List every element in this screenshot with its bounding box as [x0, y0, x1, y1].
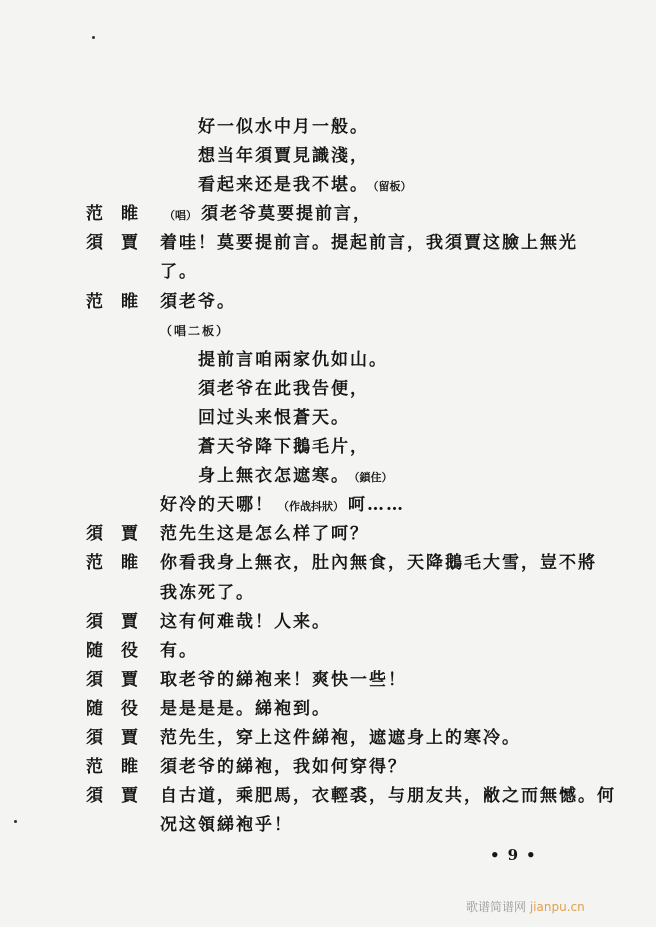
speaker-name-2: 役	[121, 698, 138, 719]
scan-speck	[14, 820, 17, 823]
line-text-wrap	[160, 200, 372, 230]
speaker-name-1: 范	[86, 291, 103, 312]
line-text: （唱二板）	[160, 323, 231, 338]
speaker-name-2: 賈	[121, 727, 138, 748]
line-text-wrap	[160, 491, 405, 521]
line-text: 想当年須賈見識淺，	[198, 146, 369, 167]
line-text: 着哇！莫要提前言。提起前言，我須賈这臉上無光	[160, 233, 578, 254]
line-text: 你看我身上無衣，肚內無食，天降鵝毛大雪，豈不將	[160, 553, 597, 574]
line-text: 有。	[160, 640, 198, 661]
line-text-tail: 呵……	[348, 495, 405, 516]
dialogue-line	[0, 782, 656, 811]
line-text: 取老爷的綈袍来！爽快一些！	[160, 669, 407, 690]
speaker-name-1: 范	[86, 553, 103, 574]
verse-line	[0, 462, 656, 491]
speaker-name-1: 随	[86, 640, 103, 661]
line-text: 范先生这是怎么样了呵？	[160, 524, 369, 545]
line-text: 須老爷。	[160, 291, 236, 312]
verse-line	[0, 113, 656, 142]
line-text-wrap	[198, 375, 369, 404]
line-text-wrap	[160, 288, 236, 317]
line-text-wrap	[160, 317, 230, 346]
speaker-name-1: 須	[86, 727, 103, 748]
dialogue-line	[0, 666, 656, 695]
line-text-wrap	[160, 666, 407, 695]
stage-direction: （留板）	[373, 180, 412, 194]
line-text: 况这領綈袍乎！	[160, 815, 293, 836]
speaker-name-1: 須	[86, 233, 103, 254]
line-text: 提前言咱兩家仇如山。	[198, 349, 388, 370]
line-text-wrap	[160, 753, 407, 782]
speaker-name-2: 賈	[121, 233, 138, 254]
line-text: 回过头来恨蒼天。	[198, 407, 350, 428]
line-text: 我冻死了。	[160, 582, 255, 603]
script-body	[0, 113, 656, 840]
speaker-name-1: 范	[86, 757, 103, 778]
line-text-wrap	[198, 171, 416, 201]
line-text-wrap	[198, 462, 397, 492]
verse-line	[0, 142, 656, 171]
dialogue-line	[0, 549, 656, 578]
stage-direction: （作战抖狀）	[278, 500, 344, 514]
speaker-name-1: 須	[86, 669, 103, 690]
line-text-wrap	[160, 579, 255, 608]
line-text-wrap	[160, 811, 293, 840]
line-text: 身上無衣怎遮寒。	[198, 466, 350, 487]
speaker-name-1: 須	[86, 524, 103, 545]
cont-line	[0, 579, 656, 608]
line-text-wrap	[160, 229, 578, 258]
speaker-name-2: 役	[121, 640, 138, 661]
speaker-name-2: 賈	[121, 524, 138, 545]
line-text: 范先生，穿上这件綈袍，遮遮身上的寒冷。	[160, 727, 521, 748]
line-text: 这有何难哉！人来。	[160, 611, 331, 632]
line-text: 自古道，乘肥馬，衣輕裘，与朋友共，敝之而無憾。何	[160, 786, 616, 807]
dialogue-line	[0, 724, 656, 753]
dialogue-line	[0, 288, 656, 317]
stage-direction: （鎖住）	[354, 471, 393, 485]
scan-speck	[92, 36, 95, 39]
dialogue-line	[0, 695, 656, 724]
line-text: 蒼天爷降下鵝毛片，	[198, 437, 369, 458]
cue-line	[0, 317, 656, 346]
cont-line	[0, 491, 656, 520]
line-text-wrap	[198, 113, 369, 142]
line-text-wrap	[198, 433, 369, 462]
dialogue-line	[0, 608, 656, 637]
watermark-en: jianpu.cn	[529, 900, 585, 914]
speaker-name-2: 賈	[121, 611, 138, 632]
verse-line	[0, 346, 656, 375]
watermark-cn: 歌谱简谱网	[466, 900, 527, 914]
line-text-wrap	[160, 608, 331, 637]
speaker-name-1: 范	[86, 204, 103, 225]
line-text: 須老爷莫要提前言，	[201, 204, 372, 225]
watermark	[466, 898, 585, 915]
speaker-name-2: 睢	[121, 757, 138, 778]
line-text: 是是是是。綈袍到。	[160, 698, 331, 719]
speaker-name-1: 随	[86, 698, 103, 719]
line-text-wrap	[198, 404, 350, 433]
cont-line	[0, 258, 656, 287]
line-text-wrap	[160, 695, 331, 724]
verse-line	[0, 433, 656, 462]
speaker-name-2: 睢	[121, 204, 138, 225]
speaker-name-2: 賈	[121, 669, 138, 690]
line-text-wrap	[160, 258, 198, 287]
line-text: 好冷的天哪！	[160, 495, 274, 516]
verse-line	[0, 375, 656, 404]
speaker-name-2: 賈	[121, 786, 138, 807]
line-text-wrap	[160, 724, 521, 753]
dialogue-line	[0, 753, 656, 782]
line-text-wrap	[198, 346, 388, 375]
line-text: 看起来还是我不堪。	[198, 175, 369, 196]
line-text: 須老爷在此我告便，	[198, 378, 369, 399]
speaker-name-1: 須	[86, 611, 103, 632]
line-text-wrap	[160, 520, 369, 549]
cont-line	[0, 811, 656, 840]
verse-line	[0, 171, 656, 200]
line-text-wrap	[160, 549, 597, 578]
speaker-name-1: 須	[86, 786, 103, 807]
line-text-wrap	[160, 637, 198, 666]
dialogue-line	[0, 229, 656, 258]
line-text: 好一似水中月一般。	[198, 117, 369, 137]
speaker-name-2: 睢	[121, 553, 138, 574]
page-number: •9•	[490, 846, 544, 864]
line-text: 須老爷的綈袍，我如何穿得？	[160, 757, 407, 778]
stage-direction: （唱）	[164, 209, 197, 223]
line-text-wrap	[198, 142, 369, 171]
dialogue-line	[0, 200, 656, 229]
verse-line	[0, 404, 656, 433]
line-text-wrap	[160, 782, 616, 811]
speaker-name-2: 睢	[121, 291, 138, 312]
dialogue-line	[0, 637, 656, 666]
line-text: 了。	[160, 262, 198, 283]
dialogue-line	[0, 520, 656, 549]
